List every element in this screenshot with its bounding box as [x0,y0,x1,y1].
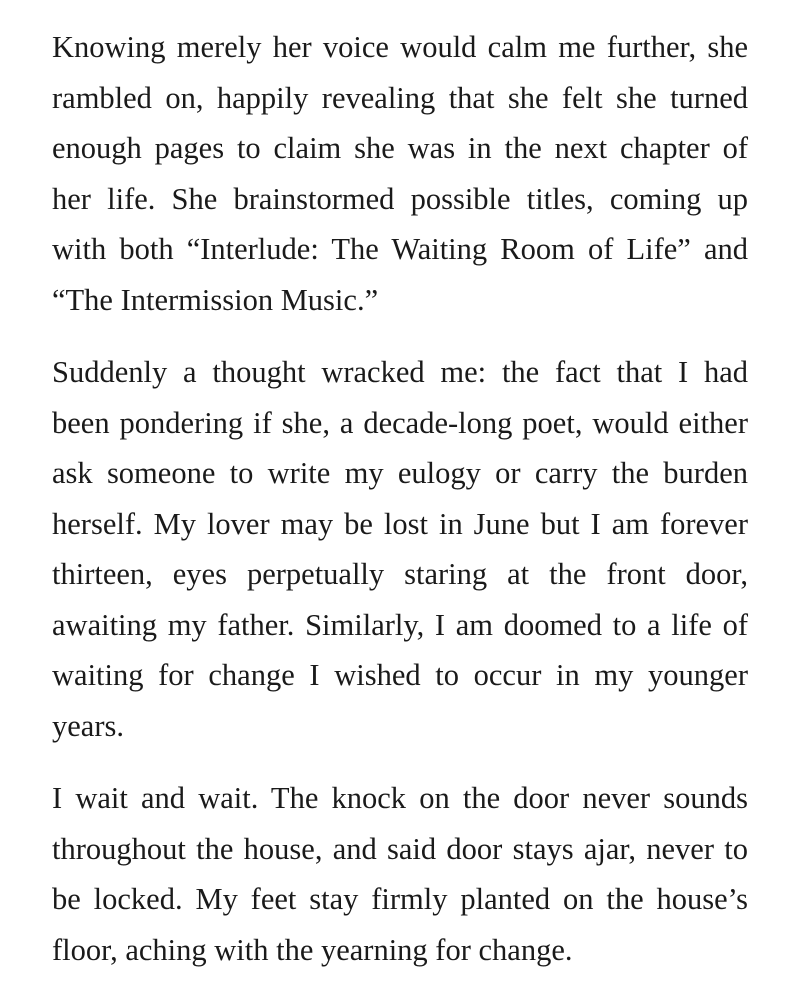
text-line: her life. She brainstormed possible titles, coming up [52,181,748,216]
text-line: awaiting my father. Similarly, I am doomed to a life of [52,607,748,642]
text-line: be locked. My feet stay firmly planted on the house’s [52,882,748,916]
text-line: been pondering if she, a decade-long poet, would either [52,405,748,440]
text-line: years. [52,708,124,743]
text-line: floor, aching with the yearning for change. [52,932,573,967]
text-line: Suddenly a thought wracked me: the fact that I had [52,355,748,389]
text-line: Knowing merely her voice would calm me further, she [52,30,748,64]
text-line: herself. My lover may be lost in June but I am forever [52,506,748,541]
text-line: “The Intermission Music.” [52,282,379,317]
document-body [52,22,748,997]
text-line: I wait and wait. The knock on the door never sounds [52,781,748,815]
text-line: rambled on, happily revealing that she felt she turned [52,80,748,115]
text-line: waiting for change I wished to occur in my younger [52,658,748,692]
text-line: ask someone to write my eulogy or carry the burden [52,456,748,490]
paragraph-2 [52,347,748,751]
paragraph-3 [52,773,748,975]
paragraph-1 [52,22,748,325]
text-line: thirteen, eyes perpetually staring at the front door, [52,557,748,591]
text-line: with both “Interlude: The Waiting Room of Life” and [52,232,748,266]
text-line: enough pages to claim she was in the next chapter of [52,131,748,165]
text-line: throughout the house, and said door stays ajar, never to [52,831,748,866]
